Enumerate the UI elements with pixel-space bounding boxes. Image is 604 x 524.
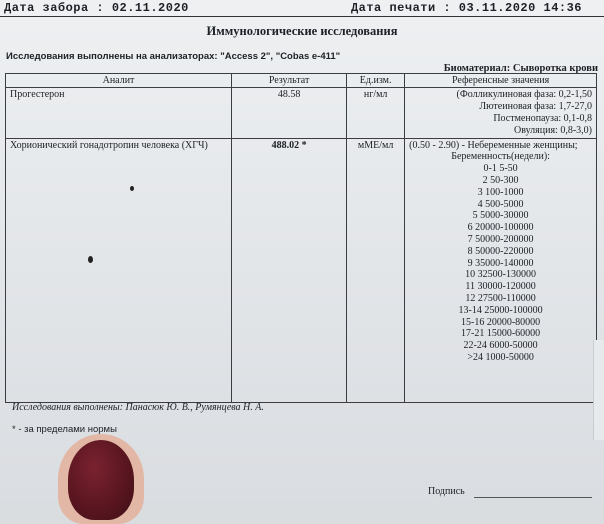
- reference-line: Овуляция: 0,8-3,0): [514, 124, 592, 136]
- table-header-row: [6, 74, 597, 88]
- signature-label: Подпись: [428, 486, 465, 497]
- unit-cell: мМЕ/мл: [347, 138, 405, 402]
- analyzers-text: Исследования выполнены на анализаторах: "Access 2", "Cobas e-411": [6, 51, 341, 62]
- result-cell: 488.02 *: [232, 138, 347, 402]
- reference-line: 12 27500-110000: [465, 292, 536, 304]
- fingernail: [68, 440, 134, 520]
- analyte-cell: Прогестерон: [6, 88, 232, 139]
- print-date-label: Дата печати: [350, 1, 436, 15]
- result-cell: 48.58: [232, 88, 347, 139]
- reference-line: 3 100-1000: [477, 186, 524, 198]
- collect-date-value: 02.11.2020: [111, 1, 189, 15]
- biomaterial-text: Биоматериал: Сыворотка крови: [443, 63, 598, 74]
- reference-cell: [405, 138, 597, 402]
- reference-line: 15-16 20000-80000: [461, 316, 541, 328]
- reference-line: 4 500-5000: [477, 198, 524, 210]
- reference-line: 5 5000-30000: [472, 210, 529, 222]
- footnote: * - за пределами нормы: [12, 424, 117, 435]
- header-analyte: Аналит: [6, 74, 232, 88]
- reference-line: 6 20000-100000: [467, 222, 534, 234]
- reference-line: >24 1000-50000: [467, 351, 534, 363]
- header-unit: Ед.изм.: [347, 74, 405, 88]
- reference-line: 9 35000-140000: [467, 257, 534, 269]
- collect-date-label: Дата забора: [4, 1, 89, 15]
- reference-line: 7 50000-200000: [467, 234, 534, 245]
- header-result: Результат: [232, 74, 347, 88]
- reference-line: 11 30000-120000: [465, 281, 536, 293]
- print-date-value: 03.11.2020 14:36: [458, 1, 582, 15]
- ink-speck: [130, 186, 134, 191]
- document-title: Иммунологические исследования: [206, 24, 398, 38]
- table-row: [6, 138, 597, 402]
- collect-date: Дата забора : 02.11.2020: [4, 1, 189, 15]
- reference-line: (0.50 - 2.90) - Небеременные женщины;: [409, 139, 578, 151]
- reference-cell: [405, 88, 597, 139]
- performed-by: Исследования выполнены: Панасюк Ю. В., Румянцева Н. А.: [12, 402, 264, 413]
- header-divider: [0, 16, 604, 17]
- reference-line: 17-21 15000-60000: [461, 328, 541, 340]
- reference-line: Лютеиновая фаза: 1,7-27,0: [479, 100, 592, 112]
- reference-line: 13-14 25000-100000: [458, 304, 543, 316]
- ink-speck: [88, 256, 93, 263]
- reference-line: (Фолликулиновая фаза: 0,2-1,50: [456, 89, 592, 100]
- reference-line: 0-1 5-50: [483, 163, 518, 175]
- table-row: [6, 88, 597, 139]
- print-date: Дата печати : 03.11.2020 14:36: [350, 1, 582, 15]
- reference-line: Постменопауза: 0,1-0,8: [493, 112, 592, 124]
- results-table: [5, 73, 597, 403]
- analyte-cell: Хорионический гонадотропин человека (ХГЧ): [6, 138, 232, 402]
- reference-line: 2 50-300: [482, 175, 519, 187]
- header-reference: Референсные значения: [405, 74, 597, 88]
- reference-line: Беременность(недели):: [451, 151, 550, 163]
- signature-line: [474, 497, 592, 498]
- reference-line: 10 32500-130000: [465, 269, 536, 281]
- paper-edge: [593, 340, 604, 440]
- reference-line: 8 50000-220000: [467, 245, 534, 257]
- unit-cell: нг/мл: [347, 88, 405, 139]
- reference-line: 22-24 6000-50000: [463, 340, 538, 352]
